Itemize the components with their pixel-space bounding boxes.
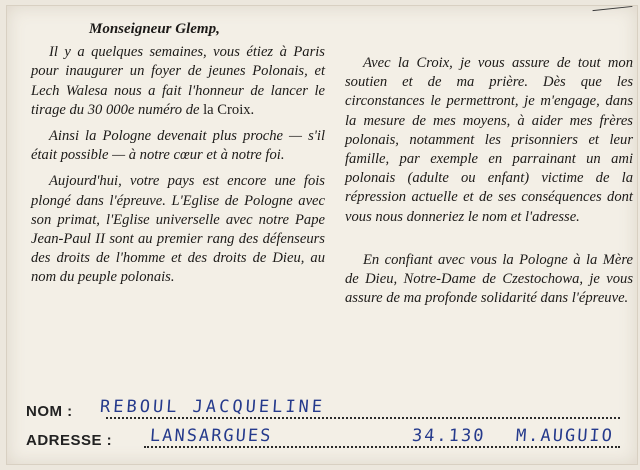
adresse-postcode-value: 34.130 [411, 426, 487, 446]
salutation: Monseigneur Glemp, [89, 21, 220, 37]
letter-right-column [345, 54, 633, 315]
torn-edge-mark [593, 6, 634, 21]
paragraph-5: En confiant avec vous la Pologne à la Mère de Dieu, Notre-Dame de Czestochowa, je vous assure de ma profonde solidarité dans l'épreuve. [345, 251, 633, 307]
paragraph-1 [31, 43, 325, 120]
nom-field[interactable] [26, 396, 626, 422]
paragraph-4: Avec la Croix, je vous assure de tout mon soutien et de ma prière. Dès que les circonstances le permettront, je m'engage, dans la mesure de mes moyens, à aider mes frères polonais, notamment les prisonniers et leur famille, par exemple en parrainant un ami polonais (adulte ou enfant) victime de la répression actuelle et de ses conséquences dont vous nous donneriez le nom et l'adresse. [345, 55, 633, 225]
paragraph-2: Ainsi la Pologne devenait plus proche — s'il était possible — à notre cœur et à notre foi. [31, 128, 325, 164]
paragraph-1-text: Il y a quelques semaines, vous étiez à Paris pour inaugurer un foyer de jeunes Polonais, et Lech Walesa nous a fait l'honneur de lancer le tirage du 30 000e numéro de [31, 44, 325, 118]
nom-handwritten-value: REBOUL JACQUELINE [99, 397, 326, 417]
adresse-extra-value: M.AUGUIO [515, 426, 615, 446]
nom-label: NOM : [26, 403, 73, 420]
letter-left-column [31, 20, 325, 295]
newspaper-name: la Croix. [203, 101, 255, 118]
adresse-city-value: LANSARGUES [149, 426, 274, 446]
adresse-label: ADRESSE : [26, 432, 113, 449]
paragraph-3: Aujourd'hui, votre pays est encore une fois plongé dans l'épreuve. L'Eglise de Pologne avec son primat, l'Eglise universelle avec notre Pape Jean-Paul II sont au premier rang des défenseurs des droits de l'homme et des droits de Dieu, au nom du peuple polonais. [31, 173, 325, 286]
adresse-field[interactable] [26, 425, 626, 451]
